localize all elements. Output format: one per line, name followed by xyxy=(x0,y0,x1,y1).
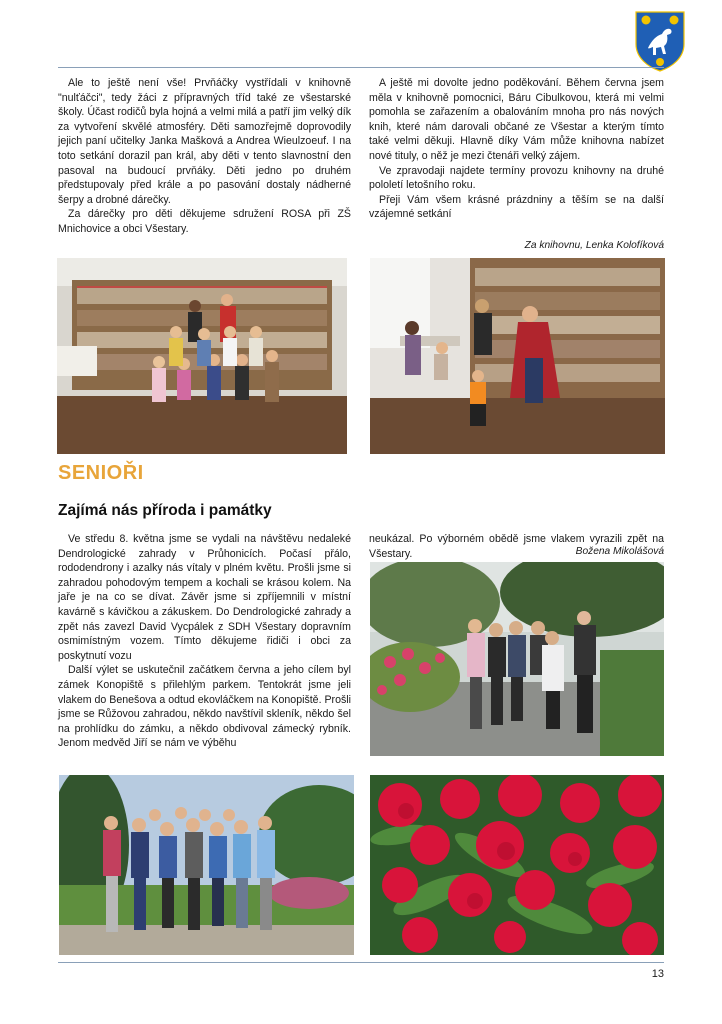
seniors-paragraph: Ve středu 8. května jsme se vydali na návštěvu nedaleké Dendrologické zahrady v Průhonicích. Počasí přálo, rododendrony i azalky nás vítaly v plném květu. Prošli jsme si zahradou pohodovým tempem a kochali se krásou kolem. Na jaře je na co se dívat. Závěr jsme si zpříjemnili v místní kavárně s kávičkou a zákuskem. Do Dendrologické zahrady a zpět nás zavezl David Vycpálek z SDH Všestary dopravním osmimístným vozem. Tímto děkujeme řidiči i obci za poskytnutí vozu xyxy=(58,533,351,662)
library-paragraph: Za dárečky pro děti děkujeme sdružení ROSA při ZŠ Mnichovice a obci Všestary. xyxy=(58,208,351,235)
seniors-paragraph: neukázal. Po výborném obědě jsme vlakem vyrazili zpět na Všestary. xyxy=(369,533,664,560)
library-paragraph: A ještě mi dovolte jedno poděkování. Během června jsem měla v knihovně pomocnici, Báru Cibulkovou, která mi velmi pomohla se zařazením a obalováním mnoha pro nás nových knih, které nám darovali občané ze Všestar a kterým tímto také velmi děkuji. Hlavně díky Vám může knihovna nabízet nové tituly, o něž je mezi čtenáři velký zájem. xyxy=(369,77,664,162)
section-title: SENIOŘI xyxy=(58,462,144,484)
library-paragraph: Přeji Vám všem krásné prázdniny a těším se na další vzájemné setkání xyxy=(369,193,664,221)
coat-of-arms-icon xyxy=(634,10,686,72)
rhododendron-photo xyxy=(370,775,664,955)
seniors-paragraph: Další výlet se uskutečnil začátkem června a jeho cílem byl zámek Konopiště s přilehlým parkem. Tentokrát jsme jeli vlakem do Benešova a odtud ekovláčkem na Konopiště. Prošli jsme se Růžovou zahradou, někdo navštívil skleník, někdo šel na prohlídku do zámku, a někdo obdivoval zámecký rybník. Jenom medvěd Jiří se nám ve výběhu xyxy=(58,664,351,750)
library-signature: Za knihovnu, Lenka Kolofíková xyxy=(524,240,664,251)
library-paragraph: Ale to ještě není vše! Prvňáčky vystřídali v knihovně "nulťáčci", tedy žáci z přípravných tříd také ze všestarské školy. Účast rodičů byla hojná a velmi milá a patří jim velký dík za vytvoření skvělé atmosféry. Děti samozřejmě doprovodily jejich paní učitelky Janka Mašková a Andrea Wieulzoeuf. I na toto setkání dorazil pan král, aby děti v tento slavnostní den pasoval na budoucí prvňáky. Děti jedno po druhém předstupovaly před krále a po pasování dostaly nádherné šerpy a drobné dárečky. xyxy=(58,77,351,206)
library-king-photo xyxy=(370,258,665,454)
footer-rule xyxy=(58,962,664,963)
library-paragraph: Ve zpravodaji najdete termíny provozu knihovny na druhé pololetí letošního roku. xyxy=(369,164,664,192)
seniors-park-photo xyxy=(370,562,664,756)
library-right-column xyxy=(369,76,664,222)
page-number: 13 xyxy=(651,968,664,980)
seniors-signature: Božena Mikolášová xyxy=(575,546,664,557)
seniors-left-column xyxy=(58,532,351,751)
library-children-photo xyxy=(57,258,347,454)
seniors-group-photo xyxy=(59,775,354,955)
library-left-column xyxy=(58,76,351,237)
header-rule xyxy=(58,67,664,68)
article-heading: Zajímá nás příroda i památky xyxy=(58,502,272,519)
